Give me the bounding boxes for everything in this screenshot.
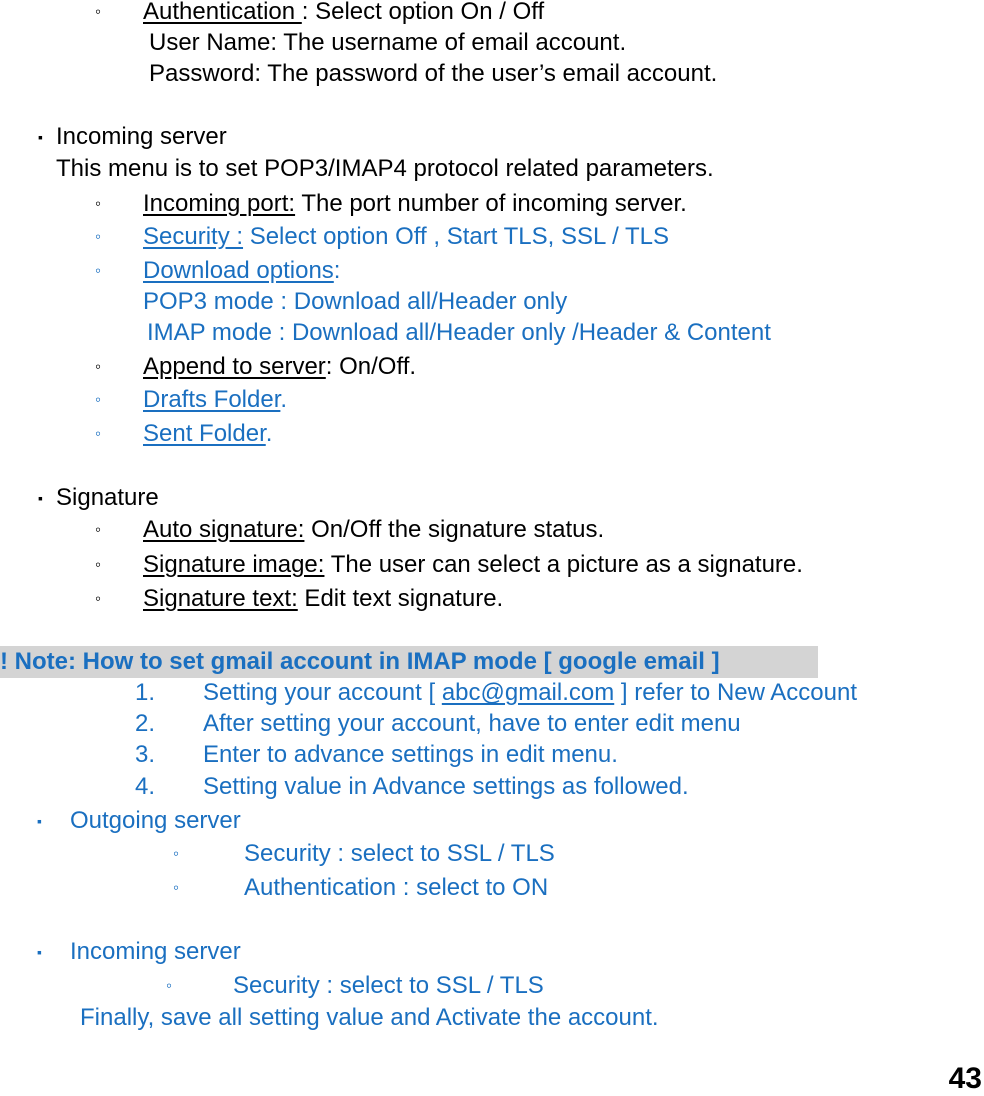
incoming-intro: This menu is to set POP3/IMAP4 protocol related parameters. [56,155,714,182]
circle-bullet-icon: ◦ [95,520,102,539]
auto-signature-line [143,515,604,545]
signature-heading: Signature [56,484,159,511]
circle-bullet-icon: ◦ [95,2,102,21]
auth-line [143,0,544,27]
sent-desc: . [265,420,273,447]
incoming-port-line [143,189,687,219]
drafts-term: Drafts Folder [143,386,281,413]
step-number: 1. [135,679,156,706]
auto-signature-term: Auto signature: [143,516,305,543]
page-number: 43 [948,1062,982,1095]
square-bullet-icon: ▪ [38,490,43,506]
step-2: After setting your account, have to enter edit menu [203,710,741,737]
outgoing-security: Security : select to SSL / TLS [244,840,555,867]
signature-image-line [143,550,803,580]
circle-bullet-icon: ◦ [166,976,173,995]
circle-bullet-icon: ◦ [173,878,180,897]
auth-username: User Name: The username of email account. [149,29,627,56]
signature-image-term: Signature image: [143,551,325,578]
download-options-term: Download options [143,257,334,284]
security-desc: Select option Off , Start TLS, SSL / TLS [243,223,670,250]
append-term: Append to server [143,353,326,380]
incoming-security: Security : select to SSL / TLS [233,972,544,999]
circle-bullet-icon: ◦ [95,357,102,376]
square-bullet-icon: ▪ [37,813,42,829]
auto-signature-desc: On/Off the signature status. [304,516,605,543]
sent-term: Sent Folder [143,420,266,447]
circle-bullet-icon: ◦ [95,194,102,213]
step-1 [203,678,857,708]
outgoing-heading: Outgoing server [70,807,241,834]
imap-mode: IMAP mode : Download all/Header only /Header & Content [147,319,771,346]
step-1-post: ] refer to New Account [614,679,858,706]
step-number: 4. [135,773,156,800]
step-4: Setting value in Advance settings as followed. [203,773,689,800]
signature-text-line [143,584,503,614]
square-bullet-icon: ▪ [37,944,42,960]
email-link[interactable]: abc@gmail.com [441,679,615,706]
security-line [143,222,669,252]
outgoing-authentication: Authentication : select to ON [244,874,549,901]
download-options-line [143,256,340,286]
auth-term: Authentication [143,0,302,25]
sent-line [143,419,272,449]
circle-bullet-icon: ◦ [95,555,102,574]
note-title: ! Note: How to set gmail account in IMAP mode [ google email ] [0,648,720,675]
security-term: Security : [143,223,244,250]
auth-password: Password: The password of the user’s email account. [149,60,718,87]
circle-bullet-icon: ◦ [95,424,102,443]
pop3-mode: POP3 mode : Download all/Header only [143,288,568,315]
circle-bullet-icon: ◦ [95,261,102,280]
incoming-heading: Incoming server [56,123,227,150]
signature-image-desc: The user can select a picture as a signature. [324,551,803,578]
step-1-pre: Setting your account [ [203,679,442,706]
circle-bullet-icon: ◦ [95,390,102,409]
signature-text-term: Signature text: [143,585,298,612]
circle-bullet-icon: ◦ [95,589,102,608]
square-bullet-icon: ▪ [38,129,43,145]
circle-bullet-icon: ◦ [173,844,180,863]
signature-text-desc: Edit text signature. [297,585,504,612]
drafts-line [143,385,287,415]
step-number: 3. [135,741,156,768]
note-incoming-heading: Incoming server [70,938,241,965]
step-number: 2. [135,710,156,737]
download-options-desc: : [333,257,341,284]
incoming-port-term: Incoming port: [143,190,296,217]
drafts-desc: . [280,386,288,413]
auth-desc: : Select option On / Off [301,0,545,25]
circle-bullet-icon: ◦ [95,227,102,246]
step-3: Enter to advance settings in edit menu. [203,741,618,768]
append-desc: : On/Off. [325,353,417,380]
append-line [143,352,416,382]
final-instruction: Finally, save all setting value and Activate the account. [80,1004,659,1031]
incoming-port-desc: The port number of incoming server. [295,190,687,217]
